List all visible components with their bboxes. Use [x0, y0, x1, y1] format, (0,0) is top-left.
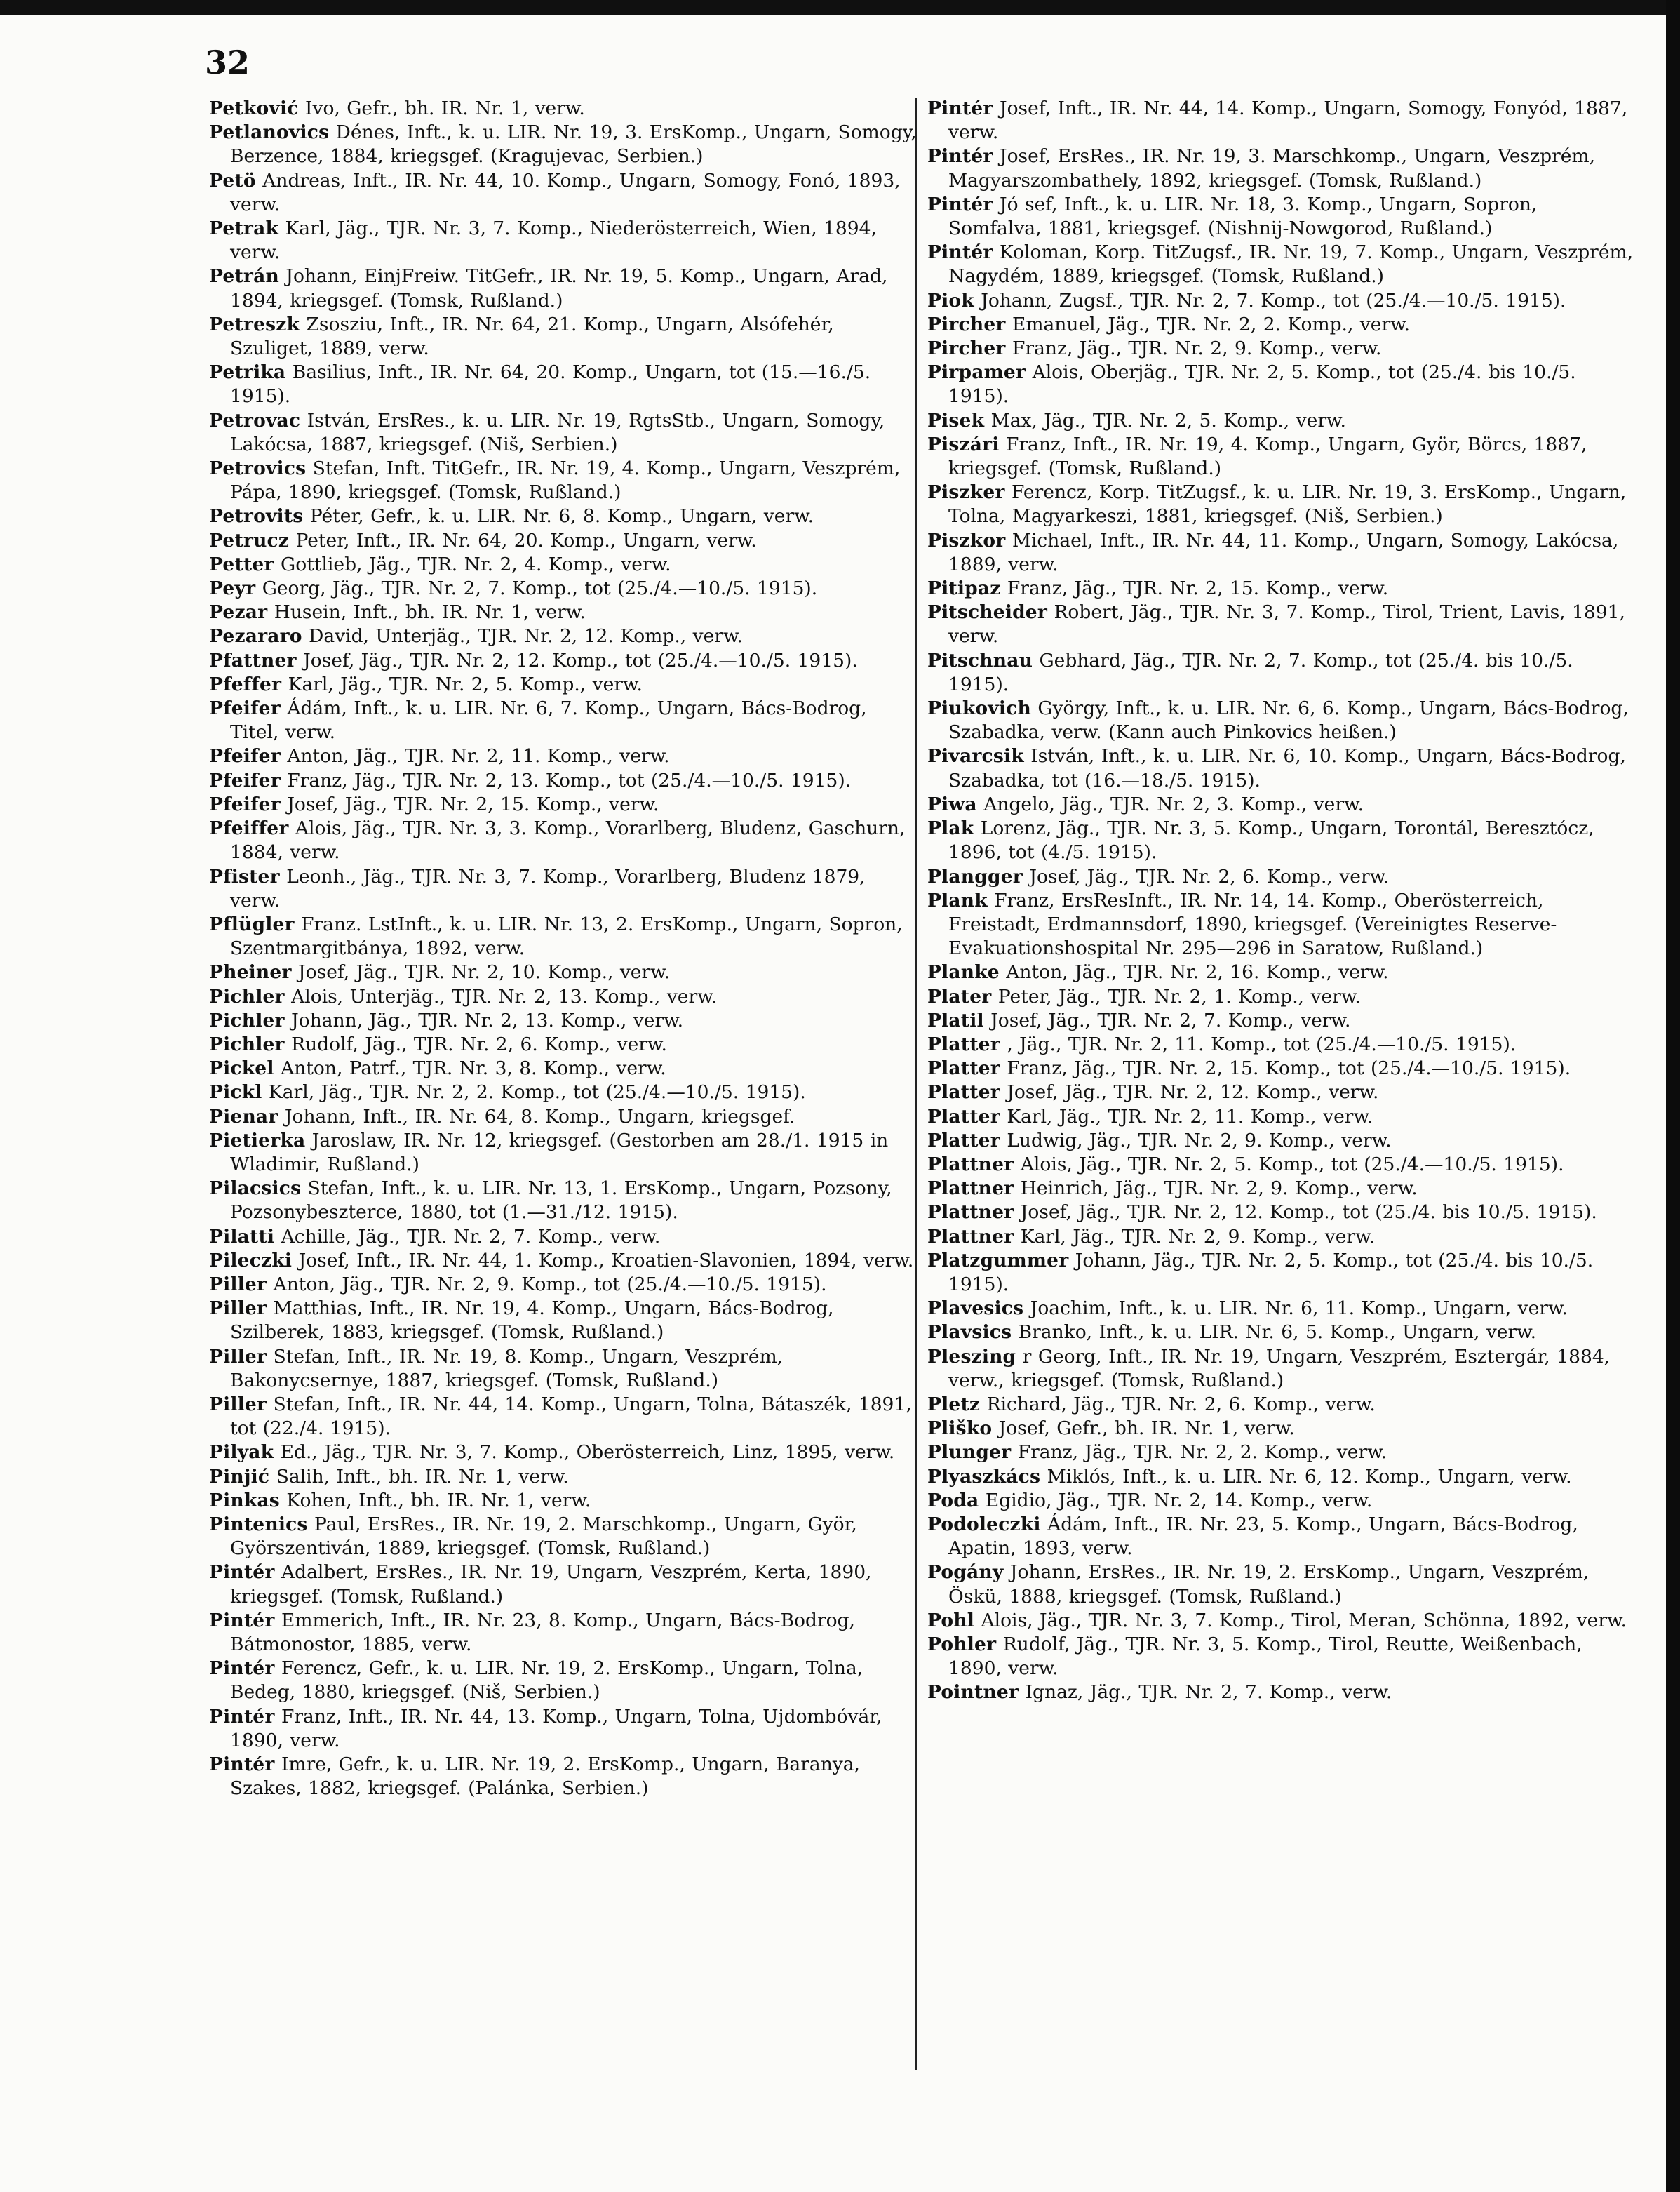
entry-surname: Pointner	[927, 1681, 1019, 1704]
roster-entry	[209, 961, 918, 984]
entry-details: Gebhard, Jäg., TJR. Nr. 2, 7. Komp., tot (25./4. bis 10./5. 1915).	[948, 649, 1573, 695]
entry-surname: Pliško	[927, 1417, 993, 1440]
entry-details: Karl, Jäg., TJR. Nr. 2, 11. Komp., verw.	[1007, 1105, 1373, 1128]
entry-details: Alois, Jäg., TJR. Nr. 3, 7. Komp., Tirol, Meran, Schönna, 1892, verw.	[981, 1609, 1627, 1631]
entry-details: Emanuel, Jäg., TJR. Nr. 2, 2. Komp., verw.	[1012, 313, 1411, 335]
roster-entry	[209, 1393, 918, 1441]
entry-details: Josef, ErsRes., IR. Nr. 19, 3. Marschkomp., Ungarn, Veszprém, Magyarszombathely, 1892, kriegsgef. (Tomsk, Rußland.)	[948, 145, 1596, 192]
entry-surname: Petrán	[209, 265, 279, 288]
roster-entry	[927, 97, 1636, 145]
entry-details: Alois, Jäg., TJR. Nr. 3, 3. Komp., Vorarlberg, Bludenz, Gaschurn, 1884, verw.	[230, 817, 906, 864]
roster-entry	[927, 1105, 1636, 1129]
roster-entry	[209, 1129, 918, 1177]
roster-entry	[927, 1297, 1636, 1321]
entry-details: Franz, Jäg., TJR. Nr. 2, 2. Komp., verw.	[1017, 1441, 1387, 1464]
entry-details: Ivo, Gefr., bh. IR. Nr. 1, verw.	[305, 98, 585, 119]
entry-surname: Petrovics	[209, 457, 307, 480]
roster-entry	[927, 601, 1636, 648]
entry-details: Anton, Patrf., TJR. Nr. 3, 8. Komp., verw.	[281, 1057, 666, 1080]
entry-surname: Pilyak	[209, 1441, 274, 1464]
entry-details: Alois, Oberjäg., TJR. Nr. 2, 5. Komp., tot (25./4. bis 10./5. 1915).	[948, 361, 1576, 408]
entry-surname: Pfeifer	[209, 769, 281, 791]
roster-entry	[209, 313, 918, 361]
entry-surname: Pivarcsik	[927, 745, 1024, 768]
entry-surname: Petrucz	[209, 529, 290, 552]
entry-surname: Pintér	[927, 98, 993, 119]
entry-surname: Platter	[927, 1033, 1000, 1055]
entry-details: Angelo, Jäg., TJR. Nr. 2, 3. Komp., verw.	[983, 793, 1364, 815]
entry-surname: Pfister	[209, 865, 280, 888]
entry-details: Koloman, Korp. TitZugsf., IR. Nr. 19, 7. Komp., Ungarn, Veszprém, Nagydém, 1889, kriegsgef. (Tomsk, Rußland.)	[948, 241, 1634, 288]
entry-details: Johann, EinjFreiw. TitGefr., IR. Nr. 19, 5. Komp., Ungarn, Arad, 1894, kriegsgef. (Tomsk, Rußland.)	[230, 265, 888, 312]
roster-entry	[209, 504, 918, 528]
entry-surname: Pfeifer	[209, 745, 281, 768]
roster-entry	[209, 577, 918, 601]
roster-entry	[209, 1609, 918, 1657]
entry-surname: Pezar	[209, 601, 268, 624]
entry-surname: Piwa	[927, 793, 977, 815]
entry-details: Josef, Jäg., TJR. Nr. 2, 15. Komp., verw.	[287, 793, 659, 815]
roster-entry	[927, 1489, 1636, 1513]
roster-entry	[209, 1033, 918, 1057]
roster-entry	[209, 409, 918, 457]
entry-details: Franz, Inft., IR. Nr. 19, 4. Komp., Ungarn, Györ, Börcs, 1887, kriegsgef. (Tomsk, Rußland.)	[948, 433, 1587, 480]
entry-details: Ádám, Inft., IR. Nr. 23, 5. Komp., Ungarn, Bács-Bodrog, Apatin, 1893, verw.	[948, 1513, 1578, 1560]
entry-surname: Pintér	[209, 1561, 275, 1584]
roster-entry	[209, 649, 918, 673]
entry-details: Georg, Jäg., TJR. Nr. 2, 7. Komp., tot (25./4.—10./5. 1915).	[262, 577, 818, 600]
entry-details: Paul, ErsRes., IR. Nr. 19, 2. Marschkomp., Ungarn, Györ, Györszentiván, 1889, kriegsgef. (Tomsk, Rußland.)	[230, 1513, 857, 1560]
entry-details: Karl, Jäg., TJR. Nr. 2, 9. Komp., verw.	[1020, 1225, 1376, 1248]
entry-details: Ignaz, Jäg., TJR. Nr. 2, 7. Komp., verw.	[1025, 1681, 1392, 1704]
roster-entry	[209, 624, 918, 648]
roster-entry	[927, 817, 1636, 864]
roster-entry	[927, 697, 1636, 744]
roster-entry	[209, 1081, 918, 1104]
entry-surname: Pinjić	[209, 1465, 270, 1488]
entry-surname: Pintér	[927, 193, 993, 215]
entry-surname: Petrika	[209, 361, 286, 384]
entry-surname: Platter	[927, 1105, 1000, 1128]
entry-details: Franz, ErsResInft., IR. Nr. 14, 14. Komp., Oberösterreich, Freistadt, Erdmannsdorf, 1890, kriegsgef. (Vereinigtes Reserve-Evakuationshospital Nr. 295—296 in Saratow, Rußland.)	[948, 889, 1557, 960]
roster-entry	[209, 1009, 918, 1033]
entry-details: Johann, Zugsf., TJR. Nr. 2, 7. Komp., tot (25./4.—10./5. 1915).	[981, 289, 1566, 312]
entry-surname: Pitschnau	[927, 649, 1033, 671]
roster-entry	[927, 1633, 1636, 1680]
entry-details: Josef, Jäg., TJR. Nr. 2, 12. Komp., tot (25./4.—10./5. 1915).	[303, 649, 858, 671]
entry-surname: Platter	[927, 1057, 1000, 1080]
entry-surname: Pintér	[209, 1753, 275, 1776]
entry-surname: Plattner	[927, 1153, 1014, 1175]
entry-surname: Plavsics	[927, 1321, 1012, 1344]
entry-surname: Pfeiffer	[209, 817, 289, 840]
entry-details: Josef, Inft., IR. Nr. 44, 14. Komp., Ungarn, Somogy, Fonyód, 1887, verw.	[948, 98, 1628, 144]
entry-details: István, Inft., k. u. LIR. Nr. 6, 10. Komp., Ungarn, Bács-Bodrog, Szabadka, tot (16.—18./5. 1915).	[948, 745, 1626, 791]
entry-details: Anton, Jäg., TJR. Nr. 2, 9. Komp., tot (25./4.—10./5. 1915).	[273, 1273, 827, 1295]
entry-surname: Pintér	[927, 145, 993, 168]
entry-details: Stefan, Inft. TitGefr., IR. Nr. 19, 4. Komp., Ungarn, Veszprém, Pápa, 1890, kriegsgef. (Tomsk, Rußland.)	[230, 457, 901, 504]
entry-details: Franz, Jäg., TJR. Nr. 2, 15. Komp., verw.	[1007, 577, 1389, 600]
entry-details: Franz, Jäg., TJR. Nr. 2, 13. Komp., tot (25./4.—10./5. 1915).	[287, 769, 852, 791]
entry-surname: Podoleczki	[927, 1513, 1041, 1535]
entry-details: Franz, Inft., IR. Nr. 44, 13. Komp., Ungarn, Tolna, Ujdombóvár, 1890, verw.	[230, 1705, 882, 1751]
entry-surname: Pichler	[209, 1033, 285, 1055]
entry-details: Max, Jäg., TJR. Nr. 2, 5. Komp., verw.	[990, 409, 1346, 432]
entry-details: Lorenz, Jäg., TJR. Nr. 3, 5. Komp., Ungarn, Torontál, Beresztócz, 1896, tot (4./5. 1915).	[948, 817, 1594, 864]
entry-details: Adalbert, ErsRes., IR. Nr. 19, Ungarn, Veszprém, Kerta, 1890, kriegsgef. (Tomsk, Rußland.)	[230, 1561, 872, 1608]
entry-surname: Petö	[209, 169, 256, 192]
entry-surname: Pircher	[927, 338, 1006, 360]
entry-details: Peter, Inft., IR. Nr. 64, 20. Komp., Ungarn, verw.	[295, 529, 757, 552]
entry-surname: Pileczki	[209, 1249, 293, 1271]
entry-surname: Pilacsics	[209, 1177, 302, 1200]
entry-details: Anton, Jäg., TJR. Nr. 2, 16. Komp., verw.	[1006, 961, 1389, 984]
entry-details: Karl, Jäg., TJR. Nr. 2, 2. Komp., tot (25./4.—10./5. 1915).	[269, 1081, 806, 1104]
page-number: 32	[205, 44, 250, 81]
roster-entry	[927, 649, 1636, 697]
entry-details: Egidio, Jäg., TJR. Nr. 2, 14. Komp., verw.	[985, 1489, 1373, 1511]
roster-entry	[927, 1513, 1636, 1561]
roster-entry	[927, 744, 1636, 792]
entry-details: Ferencz, Gefr., k. u. LIR. Nr. 19, 2. ErsKomp., Ungarn, Tolna, Bedeg, 1880, kriegsgef. (Niš, Serbien.)	[230, 1657, 863, 1704]
roster-entry	[209, 1057, 918, 1081]
roster-entry	[927, 1465, 1636, 1489]
entry-surname: Pletz	[927, 1393, 981, 1415]
entry-surname: Pezararo	[209, 625, 302, 648]
entry-details: Franz, Jäg., TJR. Nr. 2, 15. Komp., tot (25./4.—10./5. 1915).	[1007, 1057, 1571, 1080]
entry-details: Josef, Gefr., bh. IR. Nr. 1, verw.	[998, 1417, 1295, 1440]
roster-entry	[927, 961, 1636, 984]
entry-surname: Pisek	[927, 409, 985, 432]
roster-entry	[927, 337, 1636, 361]
entry-surname: Petlanovics	[209, 121, 330, 144]
left-column	[209, 97, 918, 1800]
roster-entry	[927, 793, 1636, 817]
roster-entry	[927, 985, 1636, 1009]
roster-entry	[927, 1321, 1636, 1344]
roster-entry	[927, 145, 1636, 192]
entry-surname: Piszkor	[927, 529, 1006, 552]
roster-entry	[209, 1225, 918, 1249]
entry-details: Robert, Jäg., TJR. Nr. 3, 7. Komp., Tirol, Trient, Lavis, 1891, verw.	[948, 601, 1625, 648]
roster-entry	[209, 265, 918, 312]
roster-entry	[927, 1417, 1636, 1441]
roster-entry	[209, 913, 918, 961]
entry-surname: Platzgummer	[927, 1249, 1069, 1271]
entry-surname: Petreszk	[209, 313, 300, 335]
entry-surname: Piszári	[927, 433, 1000, 455]
entry-surname: Pickl	[209, 1081, 262, 1104]
entry-details: Péter, Gefr., k. u. LIR. Nr. 6, 8. Komp., Ungarn, verw.	[309, 505, 814, 528]
roster-entry	[209, 1657, 918, 1704]
entry-details: Imre, Gefr., k. u. LIR. Nr. 19, 2. ErsKomp., Ungarn, Baranya, Szakes, 1882, kriegsgef. (Palánka, Serbien.)	[230, 1753, 860, 1800]
entry-details: Karl, Jäg., TJR. Nr. 2, 5. Komp., verw.	[288, 673, 643, 695]
entry-surname: Pleszing	[927, 1345, 1016, 1368]
entry-surname: Pitipaz	[927, 577, 1001, 600]
entry-details: Basilius, Inft., IR. Nr. 64, 20. Komp., Ungarn, tot (15.—16./5. 1915).	[230, 361, 871, 408]
roster-entry	[209, 1753, 918, 1800]
roster-entry	[209, 1513, 918, 1561]
roster-entry	[927, 889, 1636, 961]
entry-details: , Jäg., TJR. Nr. 2, 11. Komp., tot (25./4.—10./5. 1915).	[1007, 1033, 1517, 1055]
roster-entry	[927, 1225, 1636, 1249]
roster-entry	[927, 1680, 1636, 1704]
entry-surname: Plavesics	[927, 1297, 1024, 1320]
entry-surname: Plunger	[927, 1441, 1012, 1464]
roster-entry	[209, 673, 918, 697]
right-column	[927, 97, 1636, 1705]
entry-details: Ádám, Inft., k. u. LIR. Nr. 6, 7. Komp., Ungarn, Bács-Bodrog, Titel, verw.	[230, 697, 867, 744]
entry-surname: Pichler	[209, 985, 285, 1008]
entry-surname: Piller	[209, 1393, 267, 1415]
entry-surname: Planke	[927, 961, 1000, 984]
entry-details: Branko, Inft., k. u. LIR. Nr. 6, 5. Komp., Ungarn, verw.	[1018, 1321, 1537, 1344]
entry-surname: Pichler	[209, 1009, 285, 1031]
entry-surname: Pietierka	[209, 1129, 306, 1151]
roster-entry	[209, 553, 918, 577]
entry-details: Johann, Inft., IR. Nr. 64, 8. Komp., Ungarn, kriegsgef.	[284, 1105, 795, 1128]
roster-entry	[209, 121, 918, 168]
entry-details: Stefan, Inft., IR. Nr. 44, 14. Komp., Ungarn, Tolna, Bátaszék, 1891, tot (22./4. 1915).	[230, 1393, 912, 1440]
roster-entry	[927, 1129, 1636, 1153]
entry-surname: Piukovich	[927, 697, 1031, 720]
entry-surname: Petković	[209, 98, 299, 119]
entry-details: Salih, Inft., bh. IR. Nr. 1, verw.	[276, 1465, 569, 1488]
roster-entry	[927, 1345, 1636, 1393]
entry-surname: Pfeifer	[209, 697, 281, 720]
entry-surname: Peyr	[209, 577, 256, 600]
entry-surname: Pintér	[209, 1657, 275, 1680]
entry-details: Achille, Jäg., TJR. Nr. 2, 7. Komp., verw.	[281, 1225, 661, 1248]
entry-surname: Piszker	[927, 481, 1005, 504]
roster-entry	[209, 361, 918, 408]
roster-entry	[209, 1441, 918, 1464]
entry-surname: Pintér	[209, 1609, 275, 1631]
roster-entry	[927, 1609, 1636, 1633]
entry-surname: Plattner	[927, 1225, 1014, 1248]
roster-entry	[927, 409, 1636, 433]
entry-surname: Plattner	[927, 1177, 1014, 1200]
entry-details: György, Inft., k. u. LIR. Nr. 6, 6. Komp., Ungarn, Bács-Bodrog, Szabadka, verw. (Kann auch Pinkovics heißen.)	[948, 697, 1629, 744]
entry-details: István, ErsRes., k. u. LIR. Nr. 19, RgtsStb., Ungarn, Somogy, Lakócsa, 1887, kriegsgef. (Niš, Serbien.)	[230, 409, 885, 455]
roster-entry	[209, 169, 918, 217]
entry-details: Josef, Jäg., TJR. Nr. 2, 7. Komp., verw.	[990, 1009, 1351, 1031]
roster-entry	[927, 1201, 1636, 1224]
entry-surname: Plattner	[927, 1201, 1014, 1224]
entry-details: Michael, Inft., IR. Nr. 44, 11. Komp., Ungarn, Somogy, Lakócsa, 1889, verw.	[948, 529, 1619, 575]
entry-details: Stefan, Inft., IR. Nr. 19, 8. Komp., Ungarn, Veszprém, Bakonycsernye, 1887, kriegsgef. (Tomsk, Rußland.)	[230, 1345, 784, 1391]
entry-surname: Pfeifer	[209, 793, 281, 815]
roster-entry	[927, 1561, 1636, 1608]
roster-entry	[209, 1489, 918, 1513]
entry-surname: Pilatti	[209, 1225, 275, 1248]
entry-details: Ed., Jäg., TJR. Nr. 3, 7. Komp., Oberösterreich, Linz, 1895, verw.	[280, 1441, 895, 1464]
roster-entry	[209, 1345, 918, 1393]
entry-details: David, Unterjäg., TJR. Nr. 2, 12. Komp., verw.	[309, 625, 743, 648]
entry-surname: Platil	[927, 1009, 984, 1031]
roster-entry	[209, 97, 918, 121]
entry-surname: Pogány	[927, 1561, 1004, 1584]
entry-details: Zsosziu, Inft., IR. Nr. 64, 21. Komp., Ungarn, Alsófehér, Szuliget, 1889, verw.	[230, 313, 834, 360]
entry-details: Emmerich, Inft., IR. Nr. 23, 8. Komp., Ungarn, Bács-Bodrog, Bátmonostor, 1885, verw.	[230, 1609, 855, 1655]
entry-details: Andreas, Inft., IR. Nr. 44, 10. Komp., Ungarn, Somogy, Fonó, 1893, verw.	[230, 169, 901, 215]
entry-details: Alois, Jäg., TJR. Nr. 2, 5. Komp., tot (25./4.—10./5. 1915).	[1020, 1153, 1564, 1175]
entry-surname: Piller	[209, 1297, 267, 1320]
entry-details: Josef, Inft., IR. Nr. 44, 1. Komp., Kroatien-Slavonien, 1894, verw.	[298, 1249, 914, 1271]
entry-surname: Petrovac	[209, 409, 301, 432]
entry-details: Kohen, Inft., bh. IR. Nr. 1, verw.	[286, 1489, 591, 1511]
entry-details: Gottlieb, Jäg., TJR. Nr. 2, 4. Komp., verw.	[281, 553, 671, 575]
entry-surname: Piller	[209, 1345, 267, 1368]
roster-entry	[209, 697, 918, 744]
entry-surname: Pintér	[927, 241, 993, 264]
entry-details: Rudolf, Jäg., TJR. Nr. 2, 6. Komp., verw.	[291, 1033, 667, 1055]
roster-entry	[209, 217, 918, 265]
roster-entry	[209, 817, 918, 864]
entry-details: Johann, ErsRes., IR. Nr. 19, 2. ErsKomp., Ungarn, Veszprém, Öskü, 1888, kriegsgef. (Tomsk, Rußland.)	[948, 1561, 1590, 1608]
entry-surname: Plak	[927, 817, 974, 840]
entry-surname: Pircher	[927, 313, 1006, 335]
entry-details: Husein, Inft., bh. IR. Nr. 1, verw.	[274, 601, 586, 624]
entry-details: Anton, Jäg., TJR. Nr. 2, 11. Komp., verw.	[287, 745, 670, 768]
roster-entry	[927, 1249, 1636, 1297]
entry-details: Jaroslaw, IR. Nr. 12, kriegsgef. (Gestorben am 28./1. 1915 in Wladimir, Rußland.)	[230, 1129, 889, 1175]
entry-surname: Pinkas	[209, 1489, 280, 1511]
roster-entry	[209, 1561, 918, 1608]
entry-surname: Pfeffer	[209, 673, 282, 695]
entry-surname: Pintér	[209, 1705, 275, 1727]
entry-surname: Petrak	[209, 218, 279, 240]
entry-details: Peter, Jäg., TJR. Nr. 2, 1. Komp., verw.	[997, 985, 1361, 1008]
entry-details: Dénes, Inft., k. u. LIR. Nr. 19, 3. ErsKomp., Ungarn, Somogy, Berzence, 1884, kriegsgef. (Kragujevac, Serbien.)	[230, 121, 917, 168]
entry-details: Johann, Jäg., TJR. Nr. 2, 5. Komp., tot (25./4. bis 10./5. 1915).	[948, 1249, 1594, 1295]
entry-details: Matthias, Inft., IR. Nr. 19, 4. Komp., Ungarn, Bács-Bodrog, Szilberek, 1883, kriegsgef. (Tomsk, Rußland.)	[230, 1297, 834, 1344]
roster-entry	[209, 985, 918, 1009]
roster-entry	[209, 1249, 918, 1273]
roster-entry	[927, 865, 1636, 889]
entry-surname: Plyaszkács	[927, 1465, 1041, 1488]
roster-entry	[209, 1105, 918, 1129]
roster-entry	[927, 481, 1636, 528]
entry-details: Josef, Jäg., TJR. Nr. 2, 12. Komp., tot (25./4. bis 10./5. 1915).	[1020, 1201, 1597, 1224]
roster-entry	[927, 1393, 1636, 1417]
roster-entry	[209, 1273, 918, 1297]
entry-surname: Poda	[927, 1489, 979, 1511]
roster-entry	[927, 193, 1636, 241]
roster-entry	[927, 313, 1636, 337]
roster-entry	[209, 1465, 918, 1489]
entry-surname: Piok	[927, 289, 974, 312]
scan-top-border	[0, 0, 1680, 15]
entry-details: Johann, Jäg., TJR. Nr. 2, 13. Komp., verw.	[291, 1009, 684, 1031]
entry-details: Josef, Jäg., TJR. Nr. 2, 6. Komp., verw.	[1029, 865, 1390, 888]
roster-entry	[927, 1057, 1636, 1081]
entry-surname: Plangger	[927, 865, 1023, 888]
roster-entry	[927, 1177, 1636, 1201]
entry-surname: Piller	[209, 1273, 267, 1295]
roster-entry	[927, 433, 1636, 481]
entry-details: Franz, Jäg., TJR. Nr. 2, 9. Komp., verw.	[1012, 338, 1382, 360]
entry-details: Ferencz, Korp. TitZugsf., k. u. LIR. Nr. 19, 3. ErsKomp., Ungarn, Tolna, Magyarkeszi, 1881, kriegsgef. (Niš, Serbien.)	[948, 481, 1627, 528]
roster-entry	[209, 529, 918, 553]
roster-entry	[209, 769, 918, 793]
entry-surname: Pitscheider	[927, 601, 1048, 624]
roster-entry	[209, 1297, 918, 1344]
entry-surname: Petrovits	[209, 505, 304, 528]
entry-details: Josef, Jäg., TJR. Nr. 2, 10. Komp., verw.	[298, 961, 671, 984]
entry-details: Josef, Jäg., TJR. Nr. 2, 12. Komp., verw.	[1007, 1081, 1379, 1104]
entry-surname: Plater	[927, 985, 992, 1008]
roster-entry	[927, 289, 1636, 313]
entry-surname: Pohl	[927, 1609, 975, 1631]
entry-surname: Pickel	[209, 1057, 274, 1080]
entry-details: Stefan, Inft., k. u. LIR. Nr. 13, 1. ErsKomp., Ungarn, Pozsony, Pozsonybeszterce, 1880, tot (1.—31./12. 1915).	[230, 1177, 892, 1224]
roster-entry	[209, 793, 918, 817]
entry-surname: Pienar	[209, 1105, 278, 1128]
scan-right-border	[1666, 0, 1680, 2192]
roster-entry	[927, 241, 1636, 288]
roster-entry	[927, 1009, 1636, 1033]
entry-surname: Pohler	[927, 1633, 997, 1655]
entry-details: Richard, Jäg., TJR. Nr. 2, 6. Komp., verw.	[986, 1393, 1376, 1415]
roster-entry	[927, 1441, 1636, 1464]
entry-details: Rudolf, Jäg., TJR. Nr. 3, 5. Komp., Tirol, Reutte, Weißenbach, 1890, verw.	[948, 1633, 1582, 1680]
entry-surname: Pintenics	[209, 1513, 308, 1535]
entry-details: Heinrich, Jäg., TJR. Nr. 2, 9. Komp., verw.	[1020, 1177, 1418, 1200]
entry-details: Franz. LstInft., k. u. LIR. Nr. 13, 2. ErsKomp., Ungarn, Sopron, Szentmargitbánya, 1892, verw.	[230, 913, 903, 960]
entry-details: Miklós, Inft., k. u. LIR. Nr. 6, 12. Komp., Ungarn, verw.	[1047, 1465, 1572, 1488]
entry-details: Leonh., Jäg., TJR. Nr. 3, 7. Komp., Vorarlberg, Bludenz 1879, verw.	[230, 865, 866, 911]
roster-entry	[927, 361, 1636, 408]
entry-surname: Pfattner	[209, 649, 297, 671]
roster-entry	[927, 1153, 1636, 1177]
roster-entry	[927, 577, 1636, 601]
entry-details: Karl, Jäg., TJR. Nr. 3, 7. Komp., Niederösterreich, Wien, 1894, verw.	[230, 218, 877, 264]
roster-entry	[209, 1177, 918, 1224]
roster-entry	[927, 529, 1636, 577]
entry-details: Ludwig, Jäg., TJR. Nr. 2, 9. Komp., verw.	[1007, 1129, 1392, 1151]
entry-details: r Georg, Inft., IR. Nr. 19, Ungarn, Veszprém, Esztergár, 1884, verw., kriegsgef. (Tomsk, Rußland.)	[948, 1345, 1611, 1391]
entry-details: Joachim, Inft., k. u. LIR. Nr. 6, 11. Komp., Ungarn, verw.	[1030, 1297, 1568, 1320]
entry-surname: Platter	[927, 1081, 1000, 1104]
entry-surname: Plank	[927, 889, 988, 911]
roster-entry	[209, 457, 918, 504]
roster-entry	[209, 1705, 918, 1753]
entry-details: Jó sef, Inft., k. u. LIR. Nr. 18, 3. Komp., Ungarn, Sopron, Somfalva, 1881, kriegsgef. (Nishnij-Nowgorod, Rußland.)	[948, 193, 1538, 240]
entry-details: Alois, Unterjäg., TJR. Nr. 2, 13. Komp., verw.	[291, 985, 718, 1008]
entry-surname: Pflügler	[209, 913, 295, 935]
entry-surname: Pirpamer	[927, 361, 1026, 384]
entry-surname: Petter	[209, 553, 274, 575]
roster-entry	[209, 865, 918, 913]
entry-surname: Platter	[927, 1129, 1000, 1151]
roster-entry	[927, 1081, 1636, 1104]
entry-surname: Pheiner	[209, 961, 292, 984]
roster-entry	[927, 1033, 1636, 1057]
roster-entry	[209, 601, 918, 624]
roster-entry	[209, 744, 918, 768]
